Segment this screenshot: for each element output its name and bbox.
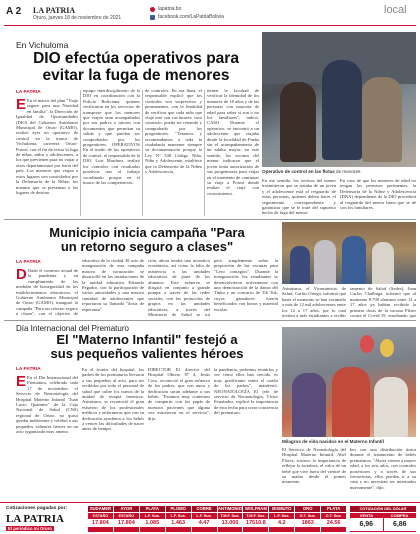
social-link[interactable]: facebook.com/LaPatriaBolivia xyxy=(158,14,224,20)
column-rule xyxy=(80,90,81,216)
article-body-column: Asimismo, el Viceministro de Salud, Carlos Ortega, informó que hasta el momento se han vacunado a más de 12 mil adolescentes entre los 12 a 17 años, por lo cual invitan a más estudiantes a recibir xyxy=(282,286,346,318)
article-kicker: En Vichuloma xyxy=(16,40,69,50)
article-body-column: equipo interdisciplinario de la DIO en coordinación con la Policía Boliviana, quienes verificaron en los servicios de transporte que los menores que viajen sean acompañados por sus padres o tutores con documentos que permitan su salida y que puedan ser comprobados por los progenitores. OPERATIVOS En el modo de los operativos de control, el responsable de la DIO, Luis Martínez, realizó los controles con resultados positivos tras el trabajo coordinado porque en el marco de las competencias. xyxy=(83,88,140,185)
stock-name: PLATA xyxy=(321,506,346,513)
article-body-column: la pandemia, podemos reunirlos y ver cómo ellos han crecido, es muy gratificante sentir el cariño de los padres", manifestó. NEONATOLOGÍA El jefe de servicio de Neonatología, Víctor Fernández, explicó la importancia de esta fecha para crear conciencia del prematuro. xyxy=(214,367,278,416)
article-photo xyxy=(262,32,416,167)
caption-bold: Milagros de vida nacidos en el Materno Infantil xyxy=(282,439,384,444)
column-rule xyxy=(204,90,205,216)
article-headline xyxy=(16,333,278,361)
article-body-column: educativa de la ciudad. El acto de inauguración de esta campaña masiva de vacunación se desarrolló en las instalaciones de la unidad educativa Eduardo Pagador, con la participación de varias autoridades y una masiva cantidad de adolescentes que reportaron su llamado "dosis de esperanza". xyxy=(82,258,144,312)
article-body-column: tienen la facultad de verificar la identidad de los menores de 18 años y de las personas con mayoría de edad para saber si son o no los familiares", indicó. CASO Durante el operativo, se encontró a un adolescente que viajaba desde la localidad de Pazña sin el acompañamiento de un adulto mayor, en este sentido, los vecinos del menor indicaron que el joven tenía autorización de sus progenitores para viajar en el momento de continuar su viaje a Potosí donde realizó el viaje con conocimiento. xyxy=(207,88,259,196)
stock-unit: O.T. Sus. xyxy=(321,513,346,520)
article-body-column: tamento de Salud (Sedes), Juan Carlos Chalhuga, informó que al momento 8.700 alumnos entre 12 a 17 años ya habían recibido la primera dosis de la vacuna Pfizer contra el Covid-19, enseñando que xyxy=(350,286,416,318)
date-line: Oruro, jueves 18 de noviembre de 2021 xyxy=(33,15,122,21)
stock-item xyxy=(321,506,346,532)
stock-item xyxy=(166,506,191,532)
stock-name: PLATA xyxy=(140,506,165,513)
caption-text: de menores. xyxy=(336,169,362,174)
article-materno-infantil xyxy=(0,321,420,501)
headline-line: evitar la fuga de menores xyxy=(42,67,230,84)
article-body-column: bes con una distribución única durante el tratamiento de bebés prematuros. "Ahora vienen a mayor edad, a los seis años, con controles posteriores y a través de sus frecuencias, ellos pueden ir a su casa y no necesitan ser internados nuevamente", dijo. xyxy=(350,447,416,490)
stock-unit: L.F. Sus. xyxy=(192,513,217,520)
byline: LA PATRIA xyxy=(16,260,41,265)
person-shape xyxy=(362,77,402,162)
article-photo xyxy=(282,327,416,437)
person-shape xyxy=(322,60,362,160)
header-rule xyxy=(4,25,416,26)
byline: LA PATRIA xyxy=(16,367,41,372)
stock-value: 17.804 xyxy=(88,520,113,527)
stock-name: COBRE xyxy=(192,506,217,513)
headline-line: El "Materno Infantil" festejó a xyxy=(56,332,238,347)
person-shape xyxy=(290,246,310,284)
article-retorno-seguro xyxy=(0,220,420,320)
article-headline xyxy=(16,50,256,84)
column-rule xyxy=(142,90,143,216)
stock-name: PLOMO xyxy=(166,506,191,513)
article-headline xyxy=(16,226,278,254)
website-icon xyxy=(150,7,155,12)
article-body-column: El Servicio de Neonatología del Hospital Materno Infantil, Abel Flores, sostuvo la importancia de reflejar la fortaleza, el valor de un bebé que vive fuera del vientre de su madre desde el primer momento. xyxy=(282,447,346,485)
article-body-column: En ese sentido, los vecinos del menor trasmitieron que se trataba de un joven y el adolescente está al resguardo de estas personas, quienes deben hacer el seguimiento correspondiente y garantizar que se le traté del supuesto hecho de fuga del menor. xyxy=(262,178,336,216)
byline: LA PATRIA xyxy=(16,90,41,95)
stock-item xyxy=(88,506,113,532)
stock-unit: L.F. Sus. xyxy=(269,513,294,520)
stock-unit: L.F. Sus. xyxy=(166,513,191,520)
body-text: En el marco del plan "Viaje seguro para una Navidad en familia", la Dirección de Igualdad de Oportunidades (DIO) del Gobierno Autónomo Municipal de Oruro (GAMO), realizó ayer un operativo de control en la tranca de Vichuloma, carretera Oruro-Potosí, con el fin de evitar la fuga de niñas, niños y adolescentes, a los que previenen para no viajar a otros departamentos por fuera del país. Los menores que viajan a estos lugares son controlados por la Defensoría de la Niñez, los mismos que se presentan a los lugares de destino. xyxy=(16,98,78,195)
paper-name: LA PATRIA xyxy=(33,6,76,15)
person-shape xyxy=(280,82,316,162)
facebook-icon xyxy=(150,15,155,20)
article-kicker: Día Internacional del Prematuro xyxy=(16,324,129,333)
stocks-bar xyxy=(0,502,420,534)
stock-value: 4.47 xyxy=(192,520,217,527)
stock-name: AYOR xyxy=(114,506,139,513)
stock-item xyxy=(218,506,243,532)
stock-item xyxy=(140,506,165,532)
headline-line: sus pequeños valientes héroes xyxy=(50,346,244,361)
person-shape xyxy=(314,240,336,284)
stock-value: 1.463 xyxy=(166,520,191,527)
caption-bold: Operativo de control en las flotas xyxy=(262,169,335,174)
article-body-column: de controles. En esa línea, el responsable explicó que los controles son sorpresivos y permanentes, con la finalidad de verificar que cada niño que viaje esté con sus tutores, caso contrario, pueda ser retenido y comprobado por los progenitores. "Tenemos y recomendamos a toda la ciudadanía mantener siempre su documentación porque la Ley Nº 548 Código Niña, Niño y Adolescente, establece que la Defensoría de la Niñez y Adolescencia, xyxy=(145,88,202,175)
stock-item xyxy=(114,506,139,532)
stock-value: 17510.8 xyxy=(243,520,268,527)
person-shape xyxy=(342,236,366,284)
person-shape xyxy=(332,367,370,437)
stock-unit: ESTAÑO xyxy=(114,513,139,520)
stock-unit: T.M.F. Sus. xyxy=(243,513,268,520)
drop-cap: D xyxy=(16,268,27,283)
person-shape xyxy=(374,377,408,437)
section-name: local xyxy=(384,4,407,16)
stock-name: BISMUTO xyxy=(269,506,294,513)
article-body-column: En caso de que los menores de edad no tengan los permisos pertinentes, la Defensoría de la Niñez y Adolescencia (DNA) dependiente de la DIO procederá al resguardo del menor hasta que se dé con los familiares. xyxy=(340,178,416,211)
dollar-buy-label: VENTA xyxy=(359,513,374,518)
dollar-values xyxy=(350,518,416,531)
body-text: En el Día Internacional del Prematuro, celebrado cada 17 de noviembre, el Servicio de Neonatología del Hospital Materno Infantil "Juan Lucio Quarante" de la Caja Nacional de Salud (CNS) regional de Oruro, no quiso quedar indiferente y celebró a sus pequeños valientes héroes en un acto organizado muy ameno. xyxy=(16,375,78,435)
stock-item xyxy=(192,506,217,532)
brand-name: LA PATRIA xyxy=(6,513,64,525)
dollar-sell: 6,86 xyxy=(383,518,417,531)
person-shape xyxy=(292,373,326,437)
stock-list xyxy=(88,506,346,532)
stock-value: 1863 xyxy=(295,520,320,527)
brand-tag: El periódico mi Oruro xyxy=(8,526,52,531)
stock-unit: O.T. Sus. xyxy=(295,513,320,520)
dollar-box xyxy=(350,506,416,532)
website[interactable]: lapatria.bo xyxy=(158,6,182,12)
stock-name: WOLFRAM xyxy=(244,506,267,511)
stock-unit: L.F. Sus. xyxy=(140,513,165,520)
balloon-shape xyxy=(360,335,374,353)
stock-value: 13.000 xyxy=(218,520,243,527)
headline-line: DIO efectúa operativos para xyxy=(33,50,239,67)
page-number: A 2 xyxy=(6,6,22,17)
stock-name: ORO xyxy=(295,506,320,513)
article-body-column: En el frontis del hospital, los padres de los prematuros llevaron a sus pequeños al acto, para ser recibidos por todo el personal de salud que cubre los turnos de la unidad de terapia intensiva. Asimismo, se reconoció el gran esfuerzo de los profesionales médicos y enfermeras que con su dedicación ayudaron a los bebés a vencer las dificultades de nacer antes de tiempo. xyxy=(82,367,144,432)
article-body-column: DIRECTOR El director del Hospital Obrero Nº 4, Jesús Coro, reconoció el gran esfuerzo de los padres, que con amor y dedicación sacan adelante a sus bebés. "Estamos muy contentos de compartir con los papás de nuestros pacientes que alguna vez estuvieron en el servicio", dijo. xyxy=(148,367,210,421)
article-photo xyxy=(282,222,416,284)
balloon-shape xyxy=(380,339,394,357)
body-text: Dado el contexto actual de la pandemia y en cumplimiento de las medidas de bioseguridad en los establecimientos educativos, el Gobierno Autónomo Municipal de Oruro (GAMO), inauguró la campaña "Para un retorno seguro a clases", con el objetivo de xyxy=(16,268,78,317)
dollar-sell-label: COMPRA xyxy=(390,513,409,518)
stock-unit: ESTAÑO xyxy=(88,513,113,520)
article-body-column xyxy=(16,98,78,216)
stock-item xyxy=(269,506,294,532)
stock-value: 17.804 xyxy=(114,520,139,527)
article-body-column: ción, ahora tendrá una incentivo económico, así como la falta de asistencia a las unidades educativas de parte de los alumnos. Este esfuerzo se dirigirá en conjunto a grande pompa a través de las redes sociales, con los protocolos de grupos en las unidades educativas, a través del Ministerio de Salud se irá xyxy=(148,258,210,318)
article-body-column: pero simplemente sobre la proporción de las vacunas para "Cero contagios". Durante la inauguración, los estudiantes se desenvolvieron activamente con una demostración de la danza del Tinku y un concurso de Tik Tok, cuyos ganadores fueron beneficiados con bonos y material escolar. xyxy=(214,258,278,312)
stock-item xyxy=(243,506,268,532)
drop-cap: E xyxy=(16,98,27,113)
article-body-column xyxy=(16,268,78,318)
person-shape xyxy=(372,242,394,284)
article-dio-operativos xyxy=(0,32,420,218)
stock-unit: T.M.F. Sus. xyxy=(218,513,243,520)
article-body-column xyxy=(16,375,78,497)
stock-value: 4.2 xyxy=(269,520,294,527)
stock-value: 1.085 xyxy=(140,520,165,527)
dollar-title: COTIZACIÓN DEL DÓLAR xyxy=(350,506,416,513)
photo-caption xyxy=(282,439,416,444)
drop-cap: E xyxy=(16,375,27,390)
stock-name: SUDAMER xyxy=(89,506,112,511)
headline-line: un retorno seguro a clases" xyxy=(60,239,234,254)
dollar-buy: 6,96 xyxy=(359,521,374,528)
stock-item xyxy=(295,506,320,532)
photo-caption xyxy=(262,169,416,174)
stock-value: 24.56 xyxy=(321,520,346,527)
stock-name: ANTIMONIO xyxy=(218,506,242,511)
stocks-label: Cotizaciones pagadas por: xyxy=(6,506,68,511)
headline-line: Municipio inicia campaña "Para xyxy=(49,225,245,240)
page-header xyxy=(0,0,420,32)
